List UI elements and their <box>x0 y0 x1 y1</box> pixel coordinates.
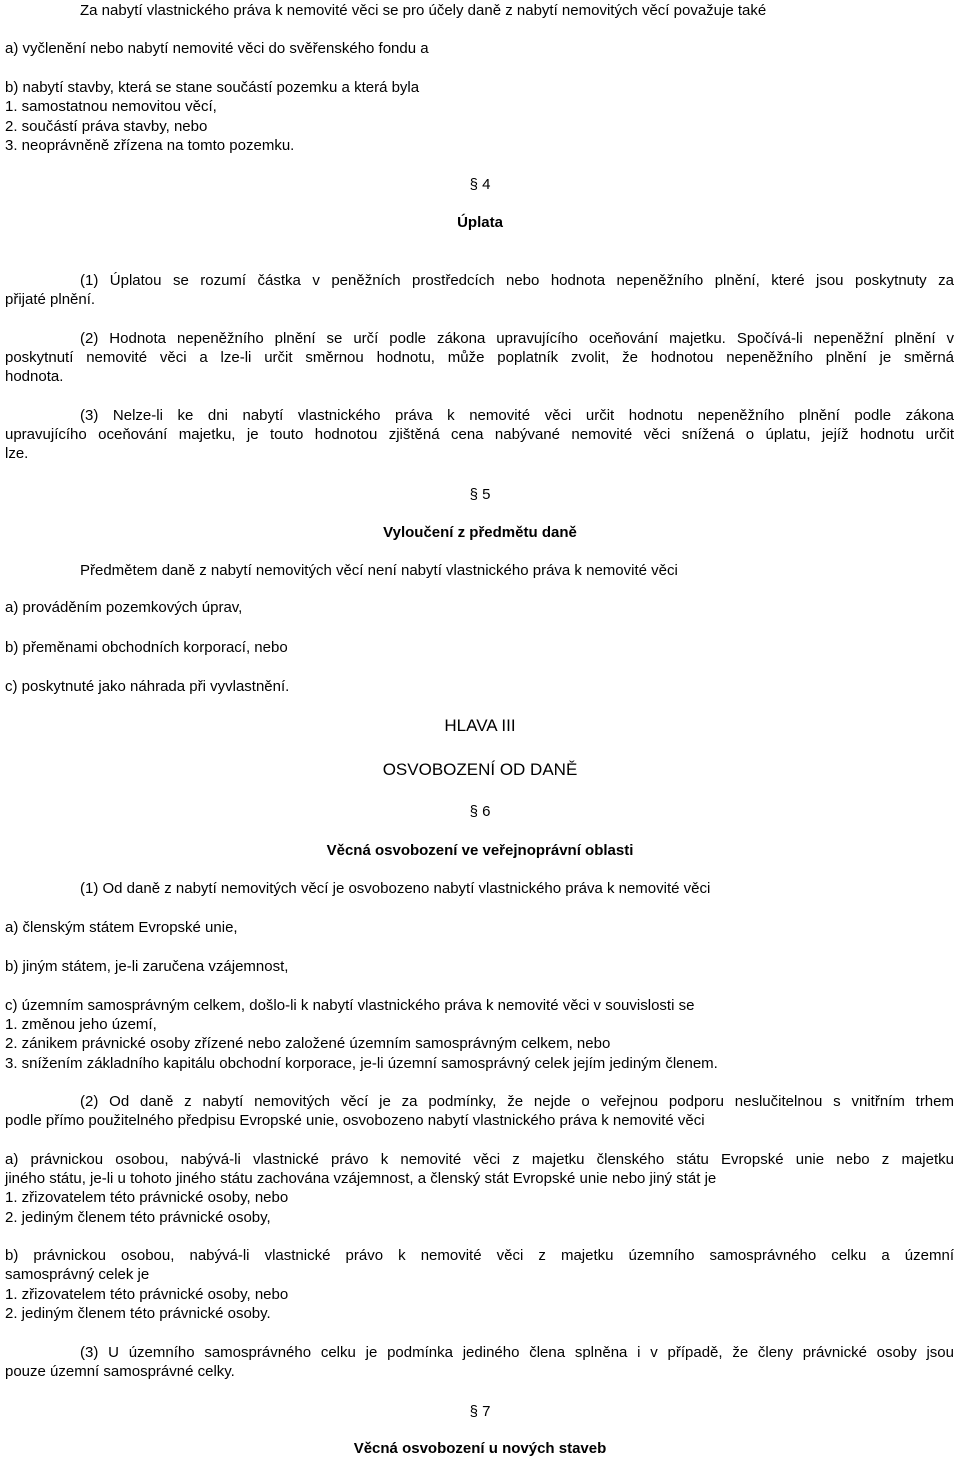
section-6-p1-item-a: a) členským státem Evropské unie, <box>5 919 238 936</box>
section-4-p2-line2: poskytnutí nemovité věci a lze-li určit směrnou hodnotu, může poplatník zvolit, že hodnotou nepeněžního plnění je směrná <box>5 349 954 366</box>
intro-item-b1: 1. samostatnou nemovitou věcí, <box>5 98 217 115</box>
section-6-p2-item-a1: 1. zřizovatelem této právnické osoby, nebo <box>5 1189 289 1206</box>
section-4-mark: § 4 <box>469 176 491 193</box>
chapter-number: HLAVA III <box>444 716 516 735</box>
section-6-p3-line2: pouze územní samosprávné celky. <box>5 1363 235 1380</box>
section-5-title: Vyloučení z předmětu daně <box>383 524 577 541</box>
section-6-p2-item-b-line2: samosprávný celek je <box>5 1266 150 1283</box>
section-7-mark: § 7 <box>469 1403 491 1420</box>
chapter-title: OSVOBOZENÍ OD DANĚ <box>382 760 578 779</box>
intro-item-b: b) nabytí stavby, která se stane součástí pozemku a která byla <box>5 79 420 96</box>
intro-item-b3: 3. neoprávněně zřízena na tomto pozemku. <box>5 137 295 154</box>
section-6-p2-line2: podle přímo použitelného předpisu Evropské unie, osvobozeno nabytí vlastnického práva k nemovité věci <box>5 1112 705 1129</box>
intro-lead: Za nabytí vlastnického práva k nemovité věci se pro účely daně z nabytí nemovitých věcí považuje také <box>80 2 767 19</box>
section-6-p1-item-b: b) jiným státem, je-li zaručena vzájemnost, <box>5 958 289 975</box>
section-6-p2-item-a2: 2. jediným členem této právnické osoby, <box>5 1209 271 1226</box>
section-4-p3-line3: lze. <box>5 445 29 462</box>
section-6-p1-lead: (1) Od daně z nabytí nemovitých věcí je osvobozeno nabytí vlastnického práva k nemovité věci <box>80 880 711 897</box>
section-5-lead: Předmětem daně z nabytí nemovitých věcí není nabytí vlastnického práva k nemovité věci <box>80 562 678 579</box>
section-4-p1-line2: přijaté plnění. <box>5 291 96 308</box>
section-7-title: Věcná osvobození u nových staveb <box>353 1440 607 1457</box>
section-4-p2-line3: hodnota. <box>5 368 64 385</box>
section-6-p1-item-c2: 2. zánikem právnické osoby zřízené nebo založené územním samosprávným celkem, nebo <box>5 1035 611 1052</box>
section-5-item-b: b) přeměnami obchodních korporací, nebo <box>5 639 288 656</box>
section-6-p1-item-c3: 3. snížením základního kapitálu obchodní korporace, je-li územní samosprávný celek jejím jediným členem. <box>5 1055 718 1072</box>
section-6-p3-line1: (3) U územního samosprávného celku je podmínka jediného člena splněna i v případě, že členy právnické osoby jsou <box>80 1344 954 1361</box>
section-6-p2-line1: (2) Od daně z nabytí nemovitých věcí je za podmínky, že nejde o veřejnou podporu neslučitelnou s vnitřním trhem <box>80 1093 954 1110</box>
section-5-item-a: a) prováděním pozemkových úprav, <box>5 599 243 616</box>
section-6-p2-item-b2: 2. jediným členem této právnické osoby. <box>5 1305 271 1322</box>
section-6-p2-item-a-line1: a) právnickou osobou, nabývá-li vlastnické právo k nemovité věci z majetku členského státu Evropské unie nebo z majetku <box>5 1151 954 1168</box>
section-4-title: Úplata <box>457 214 503 231</box>
section-6-p2-item-a-line2: jiného státu, je-li u tohoto jiného státu zachována vzájemnost, a členský stát Evropské unie nebo jiný stát je <box>5 1170 717 1187</box>
section-6-p2-item-b-line1: b) právnickou osobou, nabývá-li vlastnické právo k nemovité věci z majetku územního samosprávného celku a územní <box>5 1247 954 1264</box>
section-6-p2-item-b1: 1. zřizovatelem této právnické osoby, nebo <box>5 1286 289 1303</box>
section-4-p3-line2: upravujícího oceňování majetku, je touto hodnotou zjištěná cena nabývané nemovité věci snížená o úplatu, jejíž hodnotu určit <box>5 426 954 443</box>
intro-item-a: a) vyčlenění nebo nabytí nemovité věci do svěřenského fondu a <box>5 40 429 57</box>
section-5-mark: § 5 <box>469 486 491 503</box>
section-4-p1-line1: (1) Úplatou se rozumí částka v peněžních prostředcích nebo hodnota nepeněžního plnění, které jsou poskytnuty za <box>80 272 954 289</box>
section-4-p2-line1: (2) Hodnota nepeněžního plnění se určí podle zákona upravujícího oceňování majetku. Spočívá-li nepeněžní plnění v <box>80 330 954 347</box>
section-5-item-c: c) poskytnuté jako náhrada při vyvlastnění. <box>5 678 290 695</box>
section-4-p3-line1: (3) Nelze-li ke dni nabytí vlastnického práva k nemovité věci určit hodnotu nepeněžního plnění podle zákona <box>80 407 954 424</box>
section-6-title: Věcná osvobození ve veřejnoprávní oblasti <box>326 842 634 859</box>
section-6-mark: § 6 <box>469 803 491 820</box>
section-6-p1-item-c: c) územním samosprávným celkem, došlo-li k nabytí vlastnického práva k nemovité věci v souvislosti se <box>5 997 695 1014</box>
section-6-p1-item-c1: 1. změnou jeho území, <box>5 1016 157 1033</box>
intro-item-b2: 2. součástí práva stavby, nebo <box>5 118 208 135</box>
